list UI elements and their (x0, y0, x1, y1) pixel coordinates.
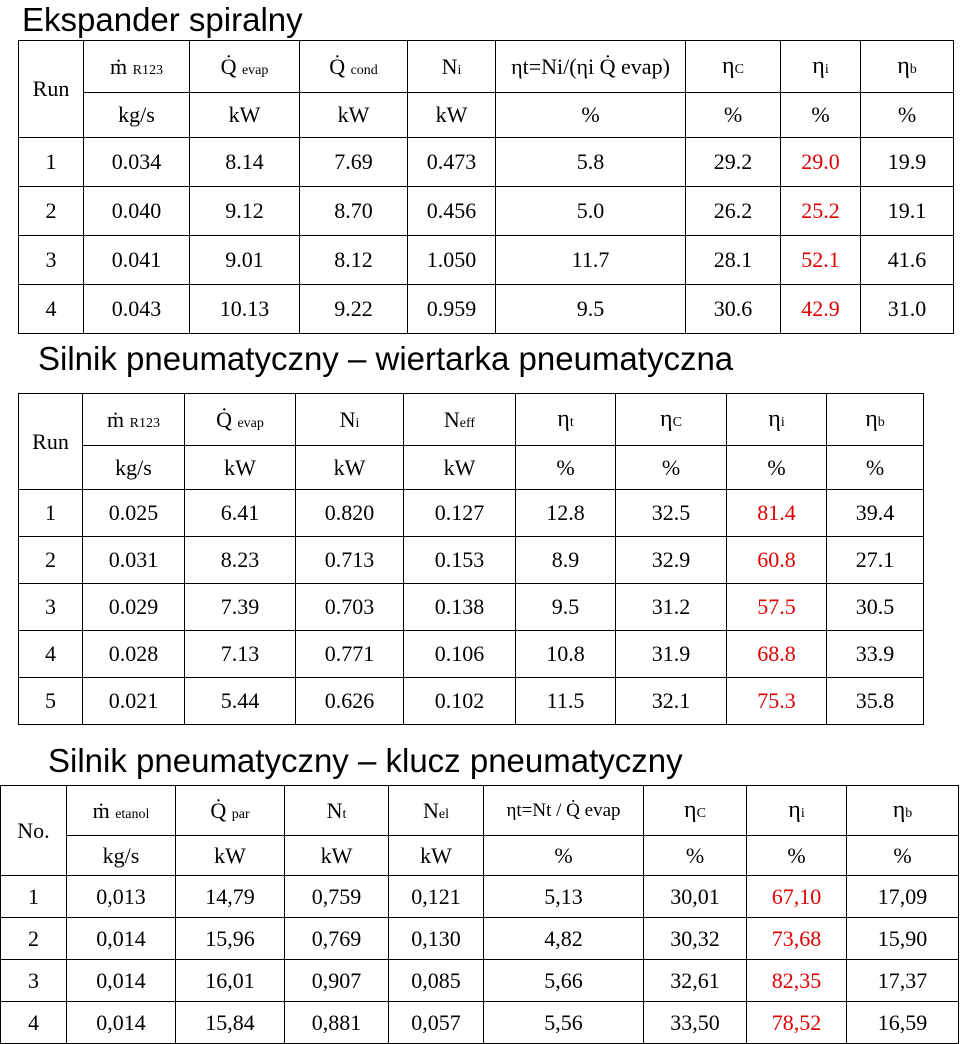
data-cell: 10.8 (516, 631, 616, 678)
unit-cell: kg/s (83, 446, 185, 490)
run-header: Run (19, 394, 83, 490)
section-title-spiral-expander: Ekspander spiralny (22, 1, 303, 38)
data-cell: 6.41 (185, 490, 296, 537)
unit-cell: kW (190, 93, 300, 138)
data-cell: 32.5 (616, 490, 727, 537)
data-cell: 7.39 (185, 584, 296, 631)
data-cell: 9.12 (190, 187, 300, 236)
data-cell: 30.6 (686, 285, 781, 334)
header-mass-flow: ṁ R123 (83, 394, 185, 446)
header-ni: Ni (296, 394, 404, 446)
header-q-par: Q̇ par (176, 786, 285, 836)
data-cell: 14,79 (176, 876, 285, 918)
header-nt: Nt (285, 786, 389, 836)
data-cell: 26.2 (686, 187, 781, 236)
spiral-expander-table (18, 40, 954, 334)
header-row (1, 786, 959, 836)
data-cell: 19.9 (861, 138, 954, 187)
data-cell: 0,014 (67, 1002, 176, 1044)
header-eta-b: ηb (847, 786, 959, 836)
data-cell: 0,130 (389, 918, 484, 960)
data-cell-highlight: 82,35 (747, 960, 847, 1002)
unit-cell: kW (408, 93, 496, 138)
data-cell: 5.44 (185, 678, 296, 725)
data-cell: 41.6 (861, 236, 954, 285)
unit-cell: % (496, 93, 686, 138)
unit-cell: % (727, 446, 827, 490)
data-cell: 8.70 (300, 187, 408, 236)
pneumatic-wrench-table (0, 785, 959, 1044)
row-number: 3 (1, 960, 67, 1002)
data-cell: 16,01 (176, 960, 285, 1002)
data-cell: 0,014 (67, 960, 176, 1002)
data-cell-highlight: 57.5 (727, 584, 827, 631)
data-cell: 12.8 (516, 490, 616, 537)
data-cell: 0.043 (84, 285, 190, 334)
unit-cell: % (747, 836, 847, 876)
table-row (19, 631, 924, 678)
data-cell: 0,014 (67, 918, 176, 960)
data-cell: 0.959 (408, 285, 496, 334)
data-cell: 0.040 (84, 187, 190, 236)
data-cell: 5,13 (484, 876, 644, 918)
header-q-evap: Q̇ evap (185, 394, 296, 446)
data-cell: 33.9 (827, 631, 924, 678)
data-cell: 16,59 (847, 1002, 959, 1044)
data-cell: 31.2 (616, 584, 727, 631)
run-number: 3 (19, 584, 83, 631)
data-cell: 30.5 (827, 584, 924, 631)
unit-cell: % (484, 836, 644, 876)
data-cell: 11.7 (496, 236, 686, 285)
data-cell: 0,121 (389, 876, 484, 918)
unit-cell: kW (296, 446, 404, 490)
data-cell-highlight: 67,10 (747, 876, 847, 918)
unit-cell: % (686, 93, 781, 138)
row-number: 2 (1, 918, 67, 960)
unit-cell: kW (285, 836, 389, 876)
data-cell: 39.4 (827, 490, 924, 537)
data-cell: 0,759 (285, 876, 389, 918)
table-row (19, 187, 954, 236)
unit-cell: kW (185, 446, 296, 490)
header-eta-c: ηC (616, 394, 727, 446)
data-cell: 8.9 (516, 537, 616, 584)
data-cell: 30,01 (644, 876, 747, 918)
header-eta-b: ηb (827, 394, 924, 446)
data-cell: 0.106 (404, 631, 516, 678)
data-cell: 0.138 (404, 584, 516, 631)
table-row (19, 537, 924, 584)
data-cell: 0,013 (67, 876, 176, 918)
data-cell: 32.1 (616, 678, 727, 725)
header-neff: Neff (404, 394, 516, 446)
header-eta-i: ηi (727, 394, 827, 446)
data-cell: 32.9 (616, 537, 727, 584)
header-ni: Ni (408, 41, 496, 93)
data-cell: 4,82 (484, 918, 644, 960)
unit-cell: % (781, 93, 861, 138)
data-cell: 29.2 (686, 138, 781, 187)
data-cell: 7.69 (300, 138, 408, 187)
unit-cell: % (847, 836, 959, 876)
data-cell-highlight: 42.9 (781, 285, 861, 334)
data-cell: 0.626 (296, 678, 404, 725)
data-cell: 33,50 (644, 1002, 747, 1044)
data-cell: 0,085 (389, 960, 484, 1002)
table-row (1, 960, 959, 1002)
data-cell: 0.102 (404, 678, 516, 725)
unit-cell: % (616, 446, 727, 490)
data-cell: 9.5 (516, 584, 616, 631)
data-cell: 0.034 (84, 138, 190, 187)
data-cell: 8.14 (190, 138, 300, 187)
data-cell-highlight: 25.2 (781, 187, 861, 236)
data-cell: 7.13 (185, 631, 296, 678)
data-cell: 5.0 (496, 187, 686, 236)
header-eta-t-formula: ηt=Ni/(ηi Q̇ evap) (496, 41, 686, 93)
data-cell: 9.5 (496, 285, 686, 334)
unit-cell: kg/s (67, 836, 176, 876)
header-eta-b: ηb (861, 41, 954, 93)
units-row (19, 93, 954, 138)
data-cell-highlight: 81.4 (727, 490, 827, 537)
table-row (19, 490, 924, 537)
data-cell: 11.5 (516, 678, 616, 725)
data-cell: 1.050 (408, 236, 496, 285)
unit-cell: kg/s (84, 93, 190, 138)
data-cell: 5.8 (496, 138, 686, 187)
header-eta-i: ηi (781, 41, 861, 93)
units-row (1, 836, 959, 876)
pneumatic-drill-table (18, 393, 924, 725)
data-cell: 0.456 (408, 187, 496, 236)
header-mass-flow: ṁ etanol (67, 786, 176, 836)
data-cell: 0.713 (296, 537, 404, 584)
data-cell-highlight: 73,68 (747, 918, 847, 960)
run-number: 3 (19, 236, 84, 285)
data-cell-highlight: 68.8 (727, 631, 827, 678)
header-eta-c: ηC (644, 786, 747, 836)
section-title-pneumatic-drill: Silnik pneumatyczny – wiertarka pneumatyczna (38, 340, 734, 377)
data-cell: 31.0 (861, 285, 954, 334)
data-cell: 30,32 (644, 918, 747, 960)
data-cell: 0.029 (83, 584, 185, 631)
header-q-cond: Q̇ cond (300, 41, 408, 93)
data-cell: 0.028 (83, 631, 185, 678)
table-row (19, 584, 924, 631)
data-cell: 0,907 (285, 960, 389, 1002)
data-cell-highlight: 29.0 (781, 138, 861, 187)
no-header: No. (1, 786, 67, 876)
table-row (1, 918, 959, 960)
unit-cell: % (516, 446, 616, 490)
data-cell: 8.12 (300, 236, 408, 285)
table-row (1, 876, 959, 918)
header-eta-i: ηi (747, 786, 847, 836)
run-number: 1 (19, 138, 84, 187)
data-cell: 31.9 (616, 631, 727, 678)
table-row (19, 138, 954, 187)
unit-cell: % (861, 93, 954, 138)
run-number: 2 (19, 537, 83, 584)
data-cell: 17,37 (847, 960, 959, 1002)
data-cell: 0.041 (84, 236, 190, 285)
row-number: 4 (1, 1002, 67, 1044)
unit-cell: kW (300, 93, 408, 138)
header-eta-t: ηt (516, 394, 616, 446)
data-cell: 15,90 (847, 918, 959, 960)
header-row (19, 394, 924, 446)
data-cell: 0.031 (83, 537, 185, 584)
table-row (1, 1002, 959, 1044)
data-cell: 27.1 (827, 537, 924, 584)
data-cell: 10.13 (190, 285, 300, 334)
table-row (19, 236, 954, 285)
data-cell: 0.025 (83, 490, 185, 537)
data-cell: 8.23 (185, 537, 296, 584)
section-title-pneumatic-wrench: Silnik pneumatyczny – klucz pneumatyczny (48, 742, 683, 779)
unit-cell: kW (176, 836, 285, 876)
header-nel: Nel (389, 786, 484, 836)
data-cell: 0.021 (83, 678, 185, 725)
data-cell: 0,057 (389, 1002, 484, 1044)
unit-cell: kW (389, 836, 484, 876)
data-cell: 0.153 (404, 537, 516, 584)
data-cell-highlight: 75.3 (727, 678, 827, 725)
units-row (19, 446, 924, 490)
header-mass-flow: ṁ R123 (84, 41, 190, 93)
data-cell: 9.22 (300, 285, 408, 334)
data-cell-highlight: 60.8 (727, 537, 827, 584)
data-cell: 0,769 (285, 918, 389, 960)
data-cell: 0,881 (285, 1002, 389, 1044)
data-cell: 17,09 (847, 876, 959, 918)
data-cell: 19.1 (861, 187, 954, 236)
unit-cell: % (644, 836, 747, 876)
header-eta-t-formula: ηt=Nt / Q̇ evap (484, 786, 644, 836)
run-number: 5 (19, 678, 83, 725)
data-cell: 5,56 (484, 1002, 644, 1044)
unit-cell: % (827, 446, 924, 490)
run-number: 4 (19, 631, 83, 678)
data-cell: 0.771 (296, 631, 404, 678)
table-row (19, 285, 954, 334)
data-cell: 28.1 (686, 236, 781, 285)
data-cell: 0.820 (296, 490, 404, 537)
header-row (19, 41, 954, 93)
data-cell: 0.473 (408, 138, 496, 187)
data-cell: 5,66 (484, 960, 644, 1002)
run-number: 1 (19, 490, 83, 537)
data-cell: 35.8 (827, 678, 924, 725)
data-cell: 9.01 (190, 236, 300, 285)
header-q-evap: Q̇ evap (190, 41, 300, 93)
run-header: Run (19, 41, 84, 138)
table-row (19, 678, 924, 725)
unit-cell: kW (404, 446, 516, 490)
data-cell: 32,61 (644, 960, 747, 1002)
data-cell-highlight: 78,52 (747, 1002, 847, 1044)
data-cell: 15,96 (176, 918, 285, 960)
data-cell: 15,84 (176, 1002, 285, 1044)
run-number: 4 (19, 285, 84, 334)
row-number: 1 (1, 876, 67, 918)
header-eta-c: ηC (686, 41, 781, 93)
run-number: 2 (19, 187, 84, 236)
data-cell: 0.703 (296, 584, 404, 631)
data-cell-highlight: 52.1 (781, 236, 861, 285)
data-cell: 0.127 (404, 490, 516, 537)
